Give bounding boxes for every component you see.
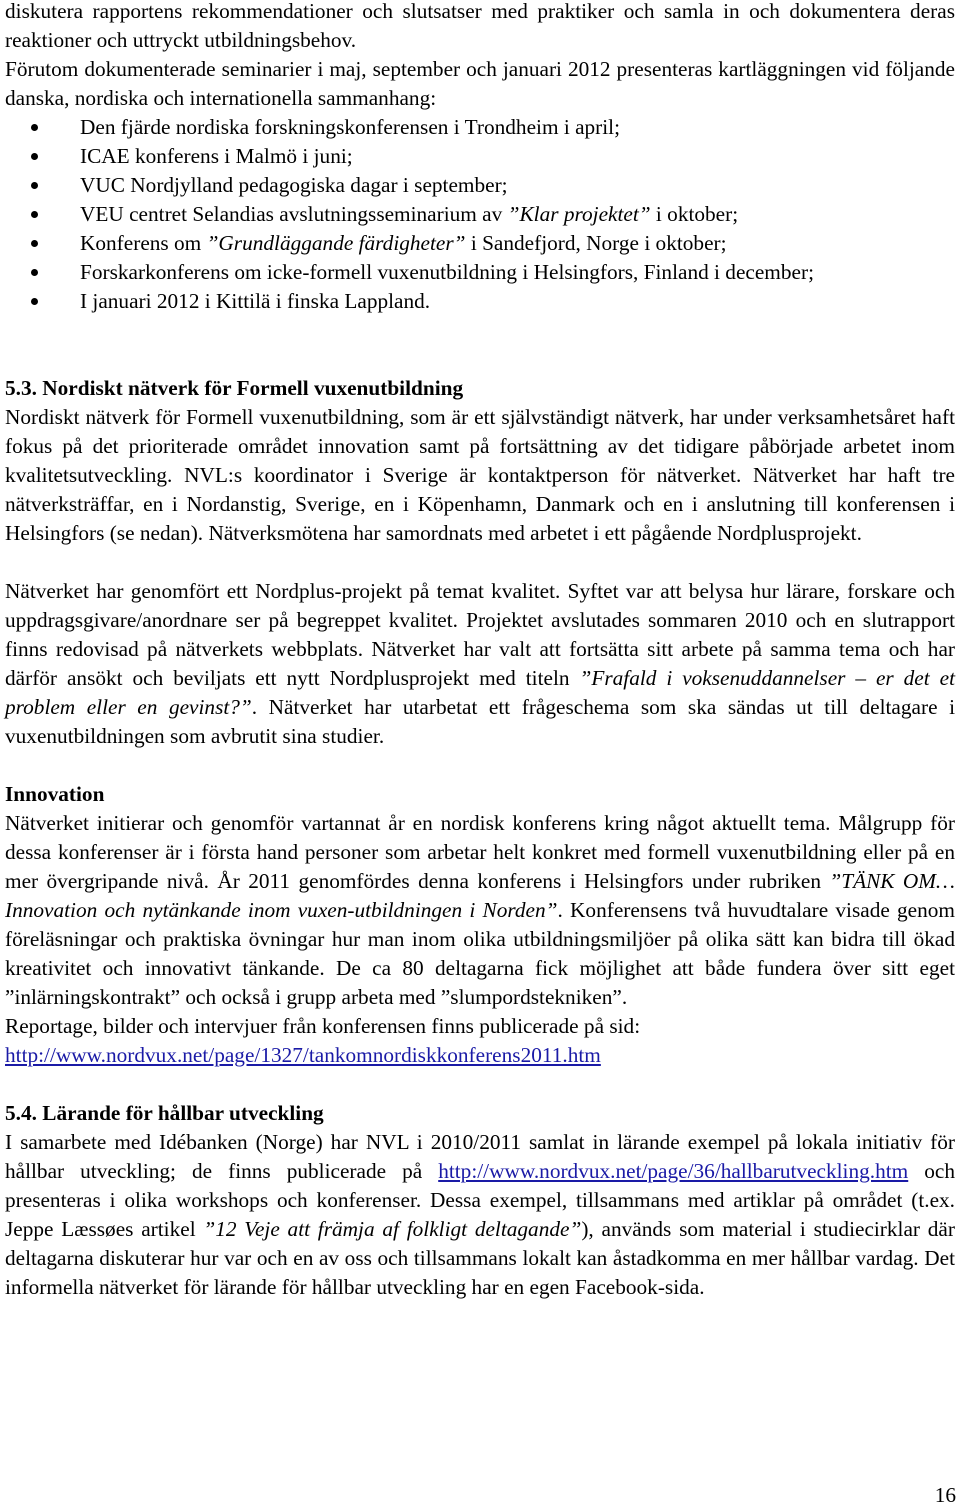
bullet-icon — [31, 124, 38, 131]
list-item: VEU centret Selandias avslutningsseminarium av ”Klar projektet” i oktober; — [5, 200, 955, 229]
intro-text-1: diskutera rapportens rekommendationer och slutsatser med praktiker och samla in och dokumentera deras reaktioner och uttryckt utbildningsbehov. — [5, 0, 955, 52]
bullet-icon — [31, 182, 38, 189]
list-item: Konferens om ”Grundläggande färdigheter” i Sandefjord, Norge i oktober; — [5, 229, 955, 258]
innovation-paragraph-1: Nätverket initierar och genomför vartannat år en nordisk konferens kring något aktuellt tema. Målgrupp för dessa konferenser är i första hand personer som arbetar helt konkret med formell vuxenutbildning eller på en mer övergripande nivå. År 2011 genomfördes denna konferens i Helsingfors under rubriken ”TÄNK OM… Innovation och nytänkande inom vuxen-utbildningen i Norden”. Konferensens två huvudtalare visade genom föreläsningar och praktiska övningar hur man inom olika utbildningsmiljöer på olika sätt kan bidra till ökad kreativitet och innovativt tänkande. De ca 80 deltagarna fick möjlighet att både fundera över sitt eget ”inlärningskontrakt” och också i grupp arbeta med ”slumpordstekniken”. — [5, 811, 956, 1009]
bullet-icon — [31, 298, 38, 305]
bullet-icon — [31, 153, 38, 160]
intro-paragraph — [5, 0, 955, 113]
bullet-icon — [31, 240, 38, 247]
section-heading-5-3: 5.3. Nordiskt nätverk för Formell vuxenutbildning — [5, 376, 464, 400]
hallbar-utveckling-link[interactable]: http://www.nordvux.net/page/36/hallbarutveckling.htm — [438, 1159, 909, 1183]
section-5-3-paragraph-2: Nätverket har genomfört ett Nordplus-projekt på temat kvalitet. Syftet var att belysa hur lärare, forskare och uppdragsgivare/anordnare ser på begreppet kvalitet. Projektet avslutades sommaren 2010 och en slutrapport finns redovisad på nätverkets webbplats. Nätverket har valt att fortsätta sitt arbete på samma tema och har därför ansökt och beviljats ett nytt Nordplusprojekt med titeln ”Frafald i voksenuddannelser – er det et problem eller en gevinst?”. Nätverket har utarbetat ett frågeschema som ska sändas ut till deltagare i vuxenutbildningen som avbrutit sina studier. — [5, 579, 955, 748]
section-heading-5-4: 5.4. Lärande för hållbar utveckling — [5, 1101, 324, 1125]
innovation-paragraph-2: Reportage, bilder och intervjuer från konferensen finns publicerade på sid: http://www.nordvux.net/page/1327/tankomnordiskkonferens2011.htm — [5, 1014, 641, 1067]
bullet-icon — [31, 211, 38, 218]
bullet-icon — [31, 269, 38, 276]
intro-text-2: Förutom dokumenterade seminarier i maj, september och januari 2012 presenteras kartläggningen vid följande danska, nordiska och internationella sammanhang: — [5, 57, 955, 110]
document-page — [5, 0, 955, 1302]
list-item: I januari 2012 i Kittilä i finska Lappland. — [5, 287, 955, 316]
conference-list — [5, 113, 955, 316]
list-item: VUC Nordjylland pedagogiska dagar i september; — [5, 171, 955, 200]
conference-report-link[interactable]: http://www.nordvux.net/page/1327/tankomnordiskkonferens2011.htm — [5, 1043, 601, 1067]
list-item: Forskarkonferens om icke-formell vuxenutbildning i Helsingfors, Finland i december; — [5, 258, 955, 287]
page-number: 16 — [934, 1483, 956, 1507]
section-5-3-paragraph-1: Nordiskt nätverk för Formell vuxenutbildning, som är ett självständigt nätverk, har under verksamhetsåret haft fokus på det prioriterade området innovation samt på fortsättning av det tidigare påbörjade arbetet inom kvalitetsutveckling. NVL:s koordinator i Sverige är kontaktperson för nätverket. Nätverket har haft tre nätverksträffar, en i Nordanstig, Sverige, en i Köpenhamn, Danmark och en i anslutning till konferensen i Helsingfors (se nedan). Nätverksmötena har samordnats med arbetet i ett pågående Nordplusprojekt. — [5, 405, 955, 545]
list-item: Den fjärde nordiska forskningskonferensen i Trondheim i april; — [5, 113, 955, 142]
section-5-4-paragraph: I samarbete med Idébanken (Norge) har NVL i 2010/2011 samlat in lärande exempel på lokala initiativ för hållbar utveckling; de finns publicerade på http://www.nordvux.net/page/36/hallbarutveckling.htm och presenteras i olika workshops och konferenser. Dessa exempel, tillsammans med artiklar på området (t.ex. Jeppe Læssøes artikel ”12 Veje att främja af folkligt deltagande”), används som material i studiecirklar där deltagarna diskuterar hur var och en av oss och tillsammans lokalt kan åstadkomma en mer hållbar vardag. Det informella nätverket för lärande för hållbar utveckling har en egen Facebook-sida. — [5, 1130, 956, 1299]
list-item: ICAE konferens i Malmö i juni; — [5, 142, 955, 171]
innovation-heading: Innovation — [5, 782, 105, 806]
